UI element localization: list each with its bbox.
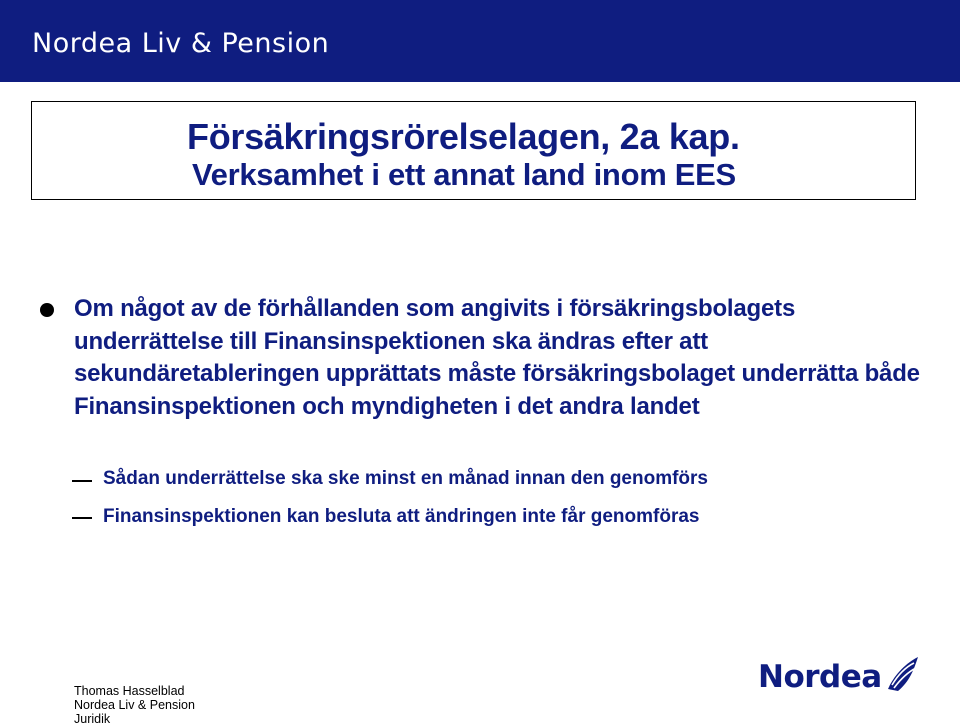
nordea-sail-icon (884, 655, 920, 693)
sub-bullet-dash (72, 480, 92, 482)
slide-title: Försäkringsrörelselagen, 2a kap. (187, 116, 740, 157)
slide-subtitle: Verksamhet i ett annat land inom EES (192, 157, 736, 192)
nordea-logo (758, 655, 920, 697)
logo-wordmark: Nordea (758, 659, 882, 695)
title-box (31, 101, 916, 200)
bullet-dot (40, 303, 54, 317)
brand-name: Nordea Liv & Pension (32, 28, 330, 59)
bullet-text: Om något av de förhållanden som angivits i försäkringsbolagets underrättelse till Finansinspektionen ska ändras efter att sekundäretableringen upprättats måste försäkringsbolaget underrätta både Finansinspektionen och myndigheten i det andra landet (74, 295, 920, 420)
footer-author: Thomas Hasselblad (74, 684, 185, 698)
sub-bullet-text: Finansinspektionen kan besluta att ändringen inte får genomföras (103, 506, 700, 527)
footer-company: Nordea Liv & Pension (74, 698, 195, 712)
footer-department: Juridik (74, 712, 111, 726)
sub-bullet-dash (72, 517, 92, 519)
header-bar (0, 0, 960, 82)
sub-bullet-text: Sådan underrättelse ska ske minst en månad innan den genomförs (103, 468, 709, 489)
